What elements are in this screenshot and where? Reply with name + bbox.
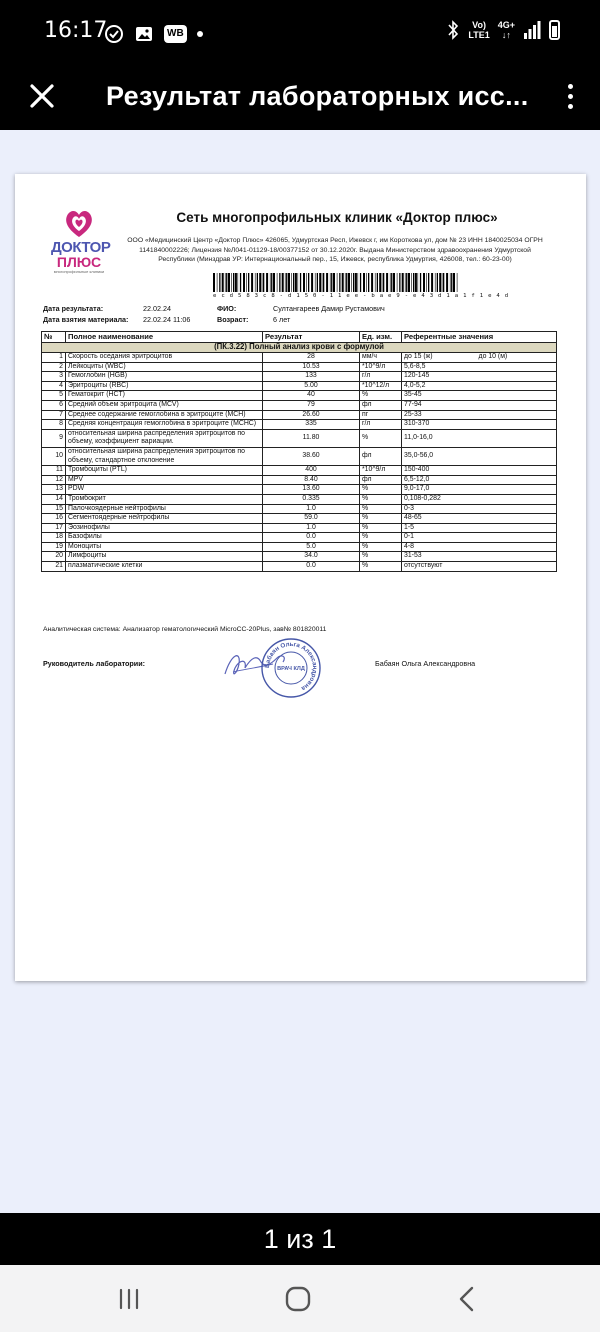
notification-icons — [104, 22, 203, 46]
barcode-bar — [222, 273, 224, 292]
barcode-bar — [386, 273, 388, 292]
barcode-bar — [437, 273, 438, 292]
barcode-bar — [238, 273, 239, 292]
reference-value: до 15 (ж) — [404, 353, 433, 360]
row-result: 5.00 — [263, 381, 360, 391]
row-number: 5 — [42, 391, 66, 401]
row-result: 5.0 — [263, 542, 360, 552]
barcode-bar — [345, 273, 346, 292]
row-unit: % — [360, 523, 402, 533]
row-unit: пг — [360, 410, 402, 420]
row-name: Сегментоядерные нейтрофилы — [66, 514, 263, 524]
row-unit: мм/ч — [360, 353, 402, 363]
row-result: 1.0 — [263, 504, 360, 514]
row-result: 79 — [263, 400, 360, 410]
row-number: 6 — [42, 400, 66, 410]
barcode-bar — [263, 273, 264, 292]
barcode-bar — [446, 273, 448, 292]
barcode-bar — [426, 273, 427, 292]
row-name: Лейкоциты (WBC) — [66, 362, 263, 372]
barcode-bar — [351, 273, 352, 292]
row-reference — [402, 410, 557, 420]
barcode-bar — [306, 273, 307, 292]
recents-icon[interactable] — [113, 1283, 145, 1315]
row-reference — [402, 400, 557, 410]
barcode-bar — [355, 273, 357, 292]
row-number: 10 — [42, 447, 66, 465]
barcode-bar — [308, 273, 309, 292]
row-unit: % — [360, 514, 402, 524]
sample-date: 22.02.24 11:06 — [143, 315, 191, 324]
fio-label: ФИО: — [217, 304, 237, 313]
reference-value: 31-53 — [404, 552, 422, 560]
barcode-bar — [225, 273, 226, 292]
reference-value: 25-33 — [404, 410, 422, 418]
table-row — [42, 381, 557, 391]
barcode-bar — [293, 273, 294, 292]
row-name: Моноциты — [66, 542, 263, 552]
barcode-bar — [298, 273, 299, 292]
row-reference — [402, 353, 557, 363]
row-reference — [402, 504, 557, 514]
table-row — [42, 514, 557, 524]
barcode — [213, 273, 458, 292]
barcode-bar — [317, 273, 318, 292]
barcode-bar — [371, 273, 373, 292]
document-page[interactable] — [15, 174, 586, 981]
reference-value-secondary: до 10 (м) — [478, 353, 508, 360]
barcode-bar — [248, 273, 249, 292]
volte-indicator: Vo) LTE1 — [468, 20, 490, 40]
result-date-label: Дата результата: — [43, 304, 104, 313]
barcode-bar — [377, 273, 378, 292]
signal-icon — [523, 21, 541, 39]
row-number: 8 — [42, 420, 66, 430]
barcode-bar — [240, 273, 241, 292]
row-name: PDW — [66, 485, 263, 495]
barcode-bar — [431, 273, 433, 292]
table-row — [42, 523, 557, 533]
status-bar — [0, 0, 600, 66]
row-number: 11 — [42, 466, 66, 476]
barcode-bar — [259, 273, 261, 292]
barcode-bar — [251, 273, 253, 292]
row-number: 4 — [42, 381, 66, 391]
document-viewer[interactable] — [0, 130, 600, 1213]
table-row — [42, 410, 557, 420]
row-name: Базофилы — [66, 533, 263, 543]
table-row — [42, 475, 557, 485]
row-result: 0.0 — [263, 562, 360, 572]
row-unit: фл — [360, 475, 402, 485]
reference-value: 48-65 — [404, 514, 422, 522]
row-result: 34.0 — [263, 552, 360, 562]
barcode-bar — [450, 273, 451, 292]
row-unit: % — [360, 429, 402, 447]
col-name: Полное наименование — [66, 332, 263, 343]
col-number: № — [42, 332, 66, 343]
row-number: 2 — [42, 362, 66, 372]
row-reference — [402, 391, 557, 401]
barcode-bar — [405, 273, 406, 292]
row-number: 16 — [42, 514, 66, 524]
heart-logo-icon — [62, 206, 96, 240]
barcode-bar — [413, 273, 414, 292]
row-result: 335 — [263, 420, 360, 430]
barcode-bar — [391, 273, 392, 292]
barcode-bar — [390, 273, 391, 292]
barcode-bar — [379, 273, 381, 292]
barcode-bar — [286, 273, 287, 292]
check-circle-icon — [104, 24, 124, 44]
row-reference — [402, 466, 557, 476]
barcode-bar — [311, 273, 313, 292]
row-number: 3 — [42, 372, 66, 382]
row-name: относительная ширина распределения эритроцитов по объему, стандартное отклонение — [66, 447, 263, 465]
reference-value: 4-8 — [404, 542, 414, 550]
row-number: 9 — [42, 429, 66, 447]
data-indicator: 4G+ ↓↑ — [497, 20, 515, 40]
reference-value: 0-3 — [404, 504, 414, 512]
table-row — [42, 552, 557, 562]
row-unit: % — [360, 542, 402, 552]
section-row — [42, 343, 557, 353]
barcode-bar — [423, 273, 425, 292]
barcode-bar — [415, 273, 417, 292]
svg-text:ВРАЧ КЛД: ВРАЧ КЛД — [277, 666, 305, 672]
barcode-bar — [368, 273, 369, 292]
row-unit: % — [360, 494, 402, 504]
row-reference — [402, 447, 557, 465]
reference-value: 1-5 — [404, 523, 414, 531]
app-bar — [0, 66, 600, 130]
barcode-bar — [270, 273, 271, 292]
row-number: 17 — [42, 523, 66, 533]
barcode-bar — [330, 273, 331, 292]
row-name: Средняя концентрация гемоглобина в эритроците (MCHC) — [66, 420, 263, 430]
row-result: 26.60 — [263, 410, 360, 420]
row-reference — [402, 429, 557, 447]
row-reference — [402, 533, 557, 543]
close-icon[interactable] — [22, 76, 62, 116]
row-reference — [402, 523, 557, 533]
barcode-bar — [451, 273, 452, 292]
table-row — [42, 429, 557, 447]
reference-value: 5,6-8,5 — [404, 362, 426, 370]
row-name: Эритроциты (RBC) — [66, 381, 263, 391]
reference-value: 11,0-16,0 — [404, 434, 433, 442]
row-result: 13.60 — [263, 485, 360, 495]
lab-head-name: Бабаян Ольга Александровна — [375, 659, 476, 668]
barcode-bar — [226, 273, 227, 292]
reference-value: 0,108-0,282 — [404, 494, 441, 502]
barcode-bar — [279, 273, 280, 292]
row-unit: г/л — [360, 420, 402, 430]
row-name: Гематокрит (HCT) — [66, 391, 263, 401]
row-result: 59.0 — [263, 514, 360, 524]
results-table — [41, 331, 557, 572]
barcode-bar — [277, 273, 278, 292]
barcode-bar — [295, 273, 297, 292]
table-row — [42, 353, 557, 363]
home-icon[interactable] — [282, 1283, 314, 1315]
back-icon[interactable] — [452, 1283, 484, 1315]
row-unit: % — [360, 504, 402, 514]
barcode-bar — [228, 273, 230, 292]
row-reference — [402, 485, 557, 495]
row-unit: *10^9/л — [360, 362, 402, 372]
row-name: Тромбоциты (PTL) — [66, 466, 263, 476]
page-title: Результат лабораторных исс... — [106, 81, 529, 111]
row-name: Средний объем эритроцита (MCV) — [66, 400, 263, 410]
barcode-bar — [303, 273, 305, 292]
barcode-bar — [243, 273, 245, 292]
table-row — [42, 400, 557, 410]
barcode-bar — [363, 273, 365, 292]
barcode-bar — [358, 273, 359, 292]
barcode-bar — [323, 273, 324, 292]
row-reference — [402, 514, 557, 524]
bluetooth-icon — [446, 20, 460, 40]
col-result: Результат — [263, 332, 360, 343]
system-icons — [446, 20, 560, 40]
table-row — [42, 420, 557, 430]
row-number: 19 — [42, 542, 66, 552]
barcode-bar — [453, 273, 455, 292]
barcode-bar — [288, 273, 290, 292]
row-number: 13 — [42, 485, 66, 495]
row-name: Эозинофилы — [66, 523, 263, 533]
row-unit: г/л — [360, 372, 402, 382]
barcode-bar — [411, 273, 412, 292]
row-unit: *10^12/л — [360, 381, 402, 391]
barcode-bar — [255, 273, 256, 292]
barcode-bar — [383, 273, 384, 292]
reference-value: 0-1 — [404, 533, 414, 541]
barcode-bar — [402, 273, 404, 292]
barcode-bar — [333, 273, 335, 292]
table-row — [42, 466, 557, 476]
lab-head-label: Руководитель лаборатории: — [43, 659, 146, 668]
row-name: Лимфоциты — [66, 552, 263, 562]
row-name: Гемоглобин (HGB) — [66, 372, 263, 382]
barcode-bar — [266, 273, 268, 292]
barcode-bar — [442, 273, 443, 292]
barcode-bar — [319, 273, 321, 292]
barcode-bar — [457, 273, 458, 292]
row-unit: фл — [360, 400, 402, 410]
barcode-bar — [346, 273, 347, 292]
row-result: 1.0 — [263, 523, 360, 533]
barcode-bar — [393, 273, 395, 292]
row-name: Скорость оседания эритроцитов — [66, 353, 263, 363]
clinic-title: Сеть многопрофильных клиник «Доктор плюс» — [176, 210, 498, 225]
barcode-bar — [439, 273, 441, 292]
age-label: Возраст: — [217, 315, 249, 324]
sample-date-label: Дата взятия материала: — [43, 315, 129, 324]
section-title: (ПК.3.22) Полный анализ крови с формулой — [42, 343, 557, 353]
barcode-bar — [339, 273, 340, 292]
row-result: 40 — [263, 391, 360, 401]
reference-value: 150-400 — [404, 466, 430, 474]
barcode-bar — [420, 273, 421, 292]
row-name: Среднее содержание гемоглобина в эритроците (MCH) — [66, 410, 263, 420]
col-unit: Ед. изм. — [360, 332, 402, 343]
barcode-bar — [418, 273, 419, 292]
row-reference — [402, 552, 557, 562]
reference-value: отсутствуют — [404, 562, 443, 570]
table-row — [42, 494, 557, 504]
table-row — [42, 533, 557, 543]
barcode-bar — [443, 273, 444, 292]
barcode-bar — [235, 273, 237, 292]
barcode-bar — [382, 273, 383, 292]
row-result: 0.0 — [263, 533, 360, 543]
row-unit: % — [360, 562, 402, 572]
barcode-bar — [285, 273, 286, 292]
row-name: MPV — [66, 475, 263, 485]
barcode-bar — [399, 273, 400, 292]
clinic-info: ООО «Медицинский Центр «Доктор Плюс» 426065, Удмуртская Респ, Ижевск г, им Короткова ул, дом № 23 ИНН 1840025034 ОГРН 1141840002226; Лицензия №Л041-01129-18/00377152 от 30.12.2020г. Выдана Министерством здравоохранения Удмуртской Республики (Минздрав УР: Интернациональный пер., 15, Ижевск, республика Удмуртия, 426008, тел.: 60-23-00) — [127, 237, 543, 264]
row-name: относительная ширина распределения эритроцитов по объему, коэффициент вариации. — [66, 429, 263, 447]
barcode-bar — [326, 273, 328, 292]
col-reference: Референтные значения — [402, 332, 557, 343]
row-reference — [402, 420, 557, 430]
row-unit: фл — [360, 447, 402, 465]
row-name: Тромбокрит — [66, 494, 263, 504]
battery-icon — [549, 20, 560, 40]
row-number: 1 — [42, 353, 66, 363]
barcode-bar — [322, 273, 323, 292]
clock: 16:17 — [44, 18, 108, 43]
navigation-bar — [0, 1265, 600, 1332]
row-number: 18 — [42, 533, 66, 543]
barcode-bar — [366, 273, 367, 292]
row-name: Палочкоядерные нейтрофилы — [66, 504, 263, 514]
table-row — [42, 391, 557, 401]
page-indicator: 1 из 1 — [0, 1213, 600, 1265]
barcode-bar — [282, 273, 284, 292]
barcode-bar — [257, 273, 258, 292]
barcode-bar — [315, 273, 316, 292]
analyzer-info: Аналитическая система: Анализатор гематологический MicroCC-20Plus, зав№ 801820011 — [43, 626, 327, 633]
barcode-bar — [337, 273, 338, 292]
barcode-bar — [246, 273, 247, 292]
row-number: 7 — [42, 410, 66, 420]
barcode-bar — [217, 273, 218, 292]
row-number: 20 — [42, 552, 66, 562]
gallery-icon — [134, 24, 154, 44]
reference-value: 35-45 — [404, 391, 422, 399]
row-reference — [402, 372, 557, 382]
row-result: 28 — [263, 353, 360, 363]
barcode-bar — [300, 273, 301, 292]
barcode-bar — [231, 273, 232, 292]
barcode-bar — [262, 273, 263, 292]
row-unit: % — [360, 391, 402, 401]
barcode-bar — [397, 273, 398, 292]
barcode-bar — [406, 273, 407, 292]
row-number: 12 — [42, 475, 66, 485]
more-notifications-dot — [197, 31, 203, 37]
table-row — [42, 372, 557, 382]
row-reference — [402, 362, 557, 372]
row-number: 14 — [42, 494, 66, 504]
barcode-bar — [408, 273, 410, 292]
row-unit: % — [360, 485, 402, 495]
table-row — [42, 542, 557, 552]
reference-value: 120-145 — [404, 372, 430, 380]
barcode-text: e c d 5 8 3 c 8 - d 1 5 0 - 1 1 e e - b a e 9 - e 4 3 d 1 a 1 f 1 e 4 d — [213, 293, 509, 299]
barcode-bar — [435, 273, 436, 292]
more-options-icon[interactable] — [558, 76, 582, 116]
barcode-bar — [331, 273, 332, 292]
reference-value: 4,0-5,2 — [404, 381, 426, 389]
doctor-stamp — [260, 637, 322, 699]
row-result: 400 — [263, 466, 360, 476]
row-result: 133 — [263, 372, 360, 382]
result-date: 22.02.24 — [143, 304, 171, 313]
row-number: 15 — [42, 504, 66, 514]
row-reference — [402, 562, 557, 572]
reference-value: 9,0-17,0 — [404, 485, 430, 493]
barcode-bar — [428, 273, 429, 292]
clinic-logo: ДОКТОР ПЛЮС многопрофильные клиники — [51, 206, 107, 282]
table-row — [42, 362, 557, 372]
reference-value: 6,5-12,0 — [404, 475, 430, 483]
reference-value: 310-370 — [404, 420, 430, 428]
table-header-row — [42, 332, 557, 343]
patient-age: 6 лет — [273, 315, 291, 324]
row-name: плазматические клетки — [66, 562, 263, 572]
patient-name: Султангареев Дамир Рустамович — [273, 304, 385, 313]
row-number: 21 — [42, 562, 66, 572]
svg-text:Бабаян Ольга Александровна: Бабаян Ольга Александровна — [263, 640, 319, 692]
row-reference — [402, 542, 557, 552]
row-result: 11.80 — [263, 429, 360, 447]
barcode-bar — [291, 273, 292, 292]
table-row — [42, 447, 557, 465]
barcode-bar — [342, 273, 344, 292]
wb-app-icon: WB — [164, 25, 187, 43]
row-reference — [402, 494, 557, 504]
reference-value: 77-94 — [404, 400, 422, 408]
barcode-bar — [353, 273, 354, 292]
row-result: 8.40 — [263, 475, 360, 485]
row-unit: % — [360, 552, 402, 562]
row-reference — [402, 475, 557, 485]
row-result: 10.53 — [263, 362, 360, 372]
row-reference — [402, 381, 557, 391]
barcode-bar — [273, 273, 275, 292]
barcode-bar — [271, 273, 272, 292]
barcode-bar — [213, 273, 215, 292]
row-unit: % — [360, 533, 402, 543]
barcode-bar — [348, 273, 350, 292]
barcode-bar — [219, 273, 220, 292]
barcode-bar — [360, 273, 361, 292]
row-unit: *10^9/л — [360, 466, 402, 476]
row-result: 38.60 — [263, 447, 360, 465]
table-row — [42, 562, 557, 572]
barcode-bar — [233, 273, 234, 292]
reference-value: 35,0-56,0 — [404, 452, 434, 460]
table-row — [42, 485, 557, 495]
barcode-bar — [375, 273, 376, 292]
row-result: 0.335 — [263, 494, 360, 504]
table-row — [42, 504, 557, 514]
